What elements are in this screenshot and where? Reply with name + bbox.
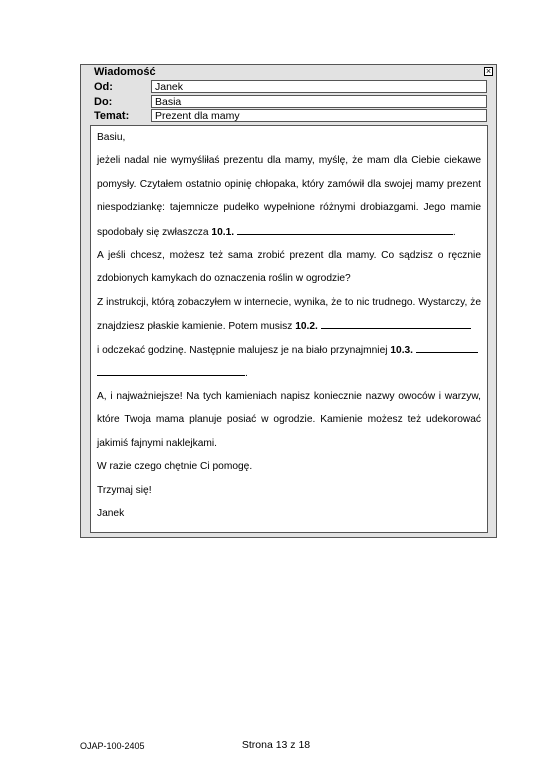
body-line: jakimiś fajnymi naklejkami. [97, 438, 218, 449]
gap-1-end: . [452, 227, 456, 238]
message-body[interactable] [90, 125, 488, 533]
body-line: jeżeli nadal nie wymyśliłaś prezentu dla mamy, myślę, że mam dla Ciebie ciekawe [97, 155, 481, 166]
body-line: A, i najważniejsze! Na tych kamieniach napisz koniecznie nazwy owoców i warzyw, [97, 391, 481, 402]
body-line: pomysły. Czytałem ostatnio opinię chłopaka, który zamówił dla swojej mamy prezent [97, 179, 481, 190]
from-field[interactable]: Janek [151, 80, 487, 93]
gap-3-end: . [245, 368, 248, 379]
close-icon[interactable]: × [485, 66, 492, 76]
title-bar [81, 65, 496, 79]
body-line-gap-1 [97, 225, 481, 239]
body-line: niespodziankę: tajemnicze pudełko wypełnione różnymi drobiazgami. Jego mamie [97, 202, 481, 213]
gap-2-prefix: znajdziesz płaskie kamienie. Potem musisz [97, 321, 293, 332]
to-label: Do: [94, 96, 113, 108]
body-line-gap-2 [97, 319, 481, 333]
exam-code: OJAP-100-2405 [80, 741, 145, 751]
signature: Janek [97, 508, 125, 519]
body-line: Z instrukcji, którą zobaczyłem w internecie, wynika, że to nic trudnego. Wystarczy, że [97, 297, 481, 308]
greeting: Basiu, [97, 132, 126, 143]
from-label: Od: [94, 81, 113, 93]
body-line: A jeśli chcesz, możesz też sama zrobić prezent dla mamy. Co sądzisz o ręcznie [97, 250, 481, 261]
body-line: W razie czego chętnie Ci pomogę. [97, 461, 253, 472]
subject-field[interactable]: Prezent dla mamy [151, 109, 487, 122]
gap-3-blank[interactable] [416, 343, 478, 353]
body-line-gap-3 [97, 343, 481, 357]
page-number: Strona 13 z 18 [241, 739, 311, 751]
from-row [81, 80, 496, 94]
window-title: Wiadomość [94, 66, 156, 78]
gap-1-blank[interactable] [237, 225, 453, 235]
gap-3-blank-cont[interactable] [97, 366, 245, 376]
message-window [80, 64, 497, 538]
gap-1-number: 10.1. [211, 227, 235, 238]
body-line-gap-3-cont [97, 366, 481, 380]
subject-label: Temat: [94, 110, 130, 122]
gap-1-prefix: spodobały się zwłaszcza [97, 227, 209, 238]
to-field[interactable]: Basia [151, 95, 487, 108]
body-line: które Twoja mama planuje posiać w ogrodzie. Kamienie możesz też udekorować [97, 414, 481, 425]
gap-3-number: 10.3. [390, 345, 414, 356]
to-row [81, 95, 496, 109]
body-line: zdobionych kamykach do oznaczenia roślin w ogrodzie? [97, 273, 351, 284]
gap-3-prefix: i odczekać godzinę. Następnie malujesz je na biało przynajmniej [97, 345, 388, 356]
body-line: Trzymaj się! [97, 485, 152, 496]
subject-row [81, 109, 496, 123]
gap-2-number: 10.2. [295, 321, 318, 332]
gap-2-blank[interactable] [321, 319, 471, 329]
